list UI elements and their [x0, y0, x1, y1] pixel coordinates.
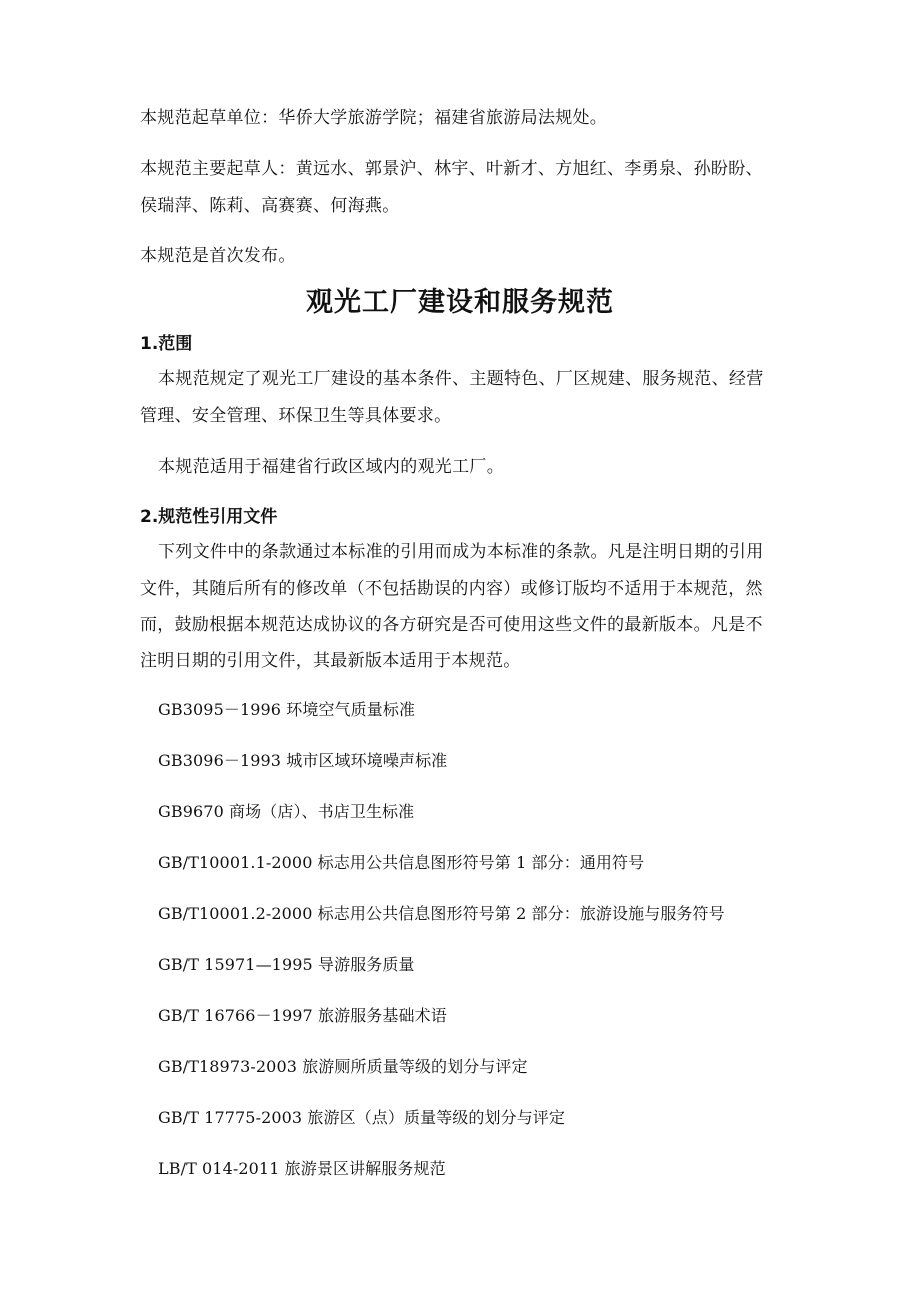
reference-item: GB/T10001.2-2000 标志用公共信息图形符号第 2 部分：旅游设施与服务符号 — [158, 904, 725, 923]
reference-item: GB9670 商场（店）、书店卫生标准 — [158, 802, 415, 821]
reference-item: LB/T 014-2011 旅游景区讲解服务规范 — [158, 1159, 446, 1178]
references-paragraph-line-3: 而，鼓励根据本规范达成协议的各方研究是否可使用这些文件的最新版本。凡是不 — [140, 615, 763, 635]
reference-item: GB/T 17775-2003 旅游区（点）质量等级的划分与评定 — [158, 1108, 565, 1127]
section-heading-normative-references: 2.规范性引用文件 — [140, 507, 278, 527]
reference-item: GB3095－1996 环境空气质量标准 — [158, 700, 416, 719]
references-paragraph-line-2: 文件，其随后所有的修改单（不包括勘误的内容）或修订版均不适用于本规范，然 — [140, 579, 763, 599]
scope-paragraph-line-1: 本规范规定了观光工厂建设的基本条件、主题特色、厂区规建、服务规范、经营 — [158, 369, 764, 389]
scope-paragraph-line-2: 管理、安全管理、环保卫生等具体要求。 — [140, 406, 452, 426]
drafting-units-text: 本规范起草单位：华侨大学旅游学院；福建省旅游局法规处。 — [140, 108, 608, 128]
reference-item: GB/T10001.1-2000 标志用公共信息图形符号第 1 部分：通用符号 — [158, 853, 645, 872]
references-paragraph-line-4: 注明日期的引用文件，其最新版本适用于本规范。 — [140, 651, 521, 671]
reference-item: GB/T18973-2003 旅游厕所质量等级的划分与评定 — [158, 1057, 528, 1076]
drafters-text-line-2: 侯瑞萍、陈莉、高赛赛、何海燕。 — [140, 196, 400, 216]
reference-item: GB/T 15971—1995 导游服务质量 — [158, 955, 415, 974]
drafters-text-line-1: 本规范主要起草人：黄远水、郭景沪、林宇、叶新才、方旭红、李勇泉、孙盼盼、 — [140, 159, 763, 179]
reference-item: GB/T 16766－1997 旅游服务基础术语 — [158, 1006, 447, 1025]
references-paragraph-line-1: 下列文件中的条款通过本标准的引用而成为本标准的条款。凡是注明日期的引用 — [158, 542, 764, 562]
scope-applicability-text: 本规范适用于福建省行政区域内的观光工厂。 — [158, 457, 504, 477]
first-release-text: 本规范是首次发布。 — [140, 246, 296, 266]
reference-item: GB3096－1993 城市区域环境噪声标准 — [158, 751, 448, 770]
document-title: 观光工厂建设和服务规范 — [306, 287, 614, 318]
section-heading-scope: 1.范围 — [140, 334, 193, 354]
